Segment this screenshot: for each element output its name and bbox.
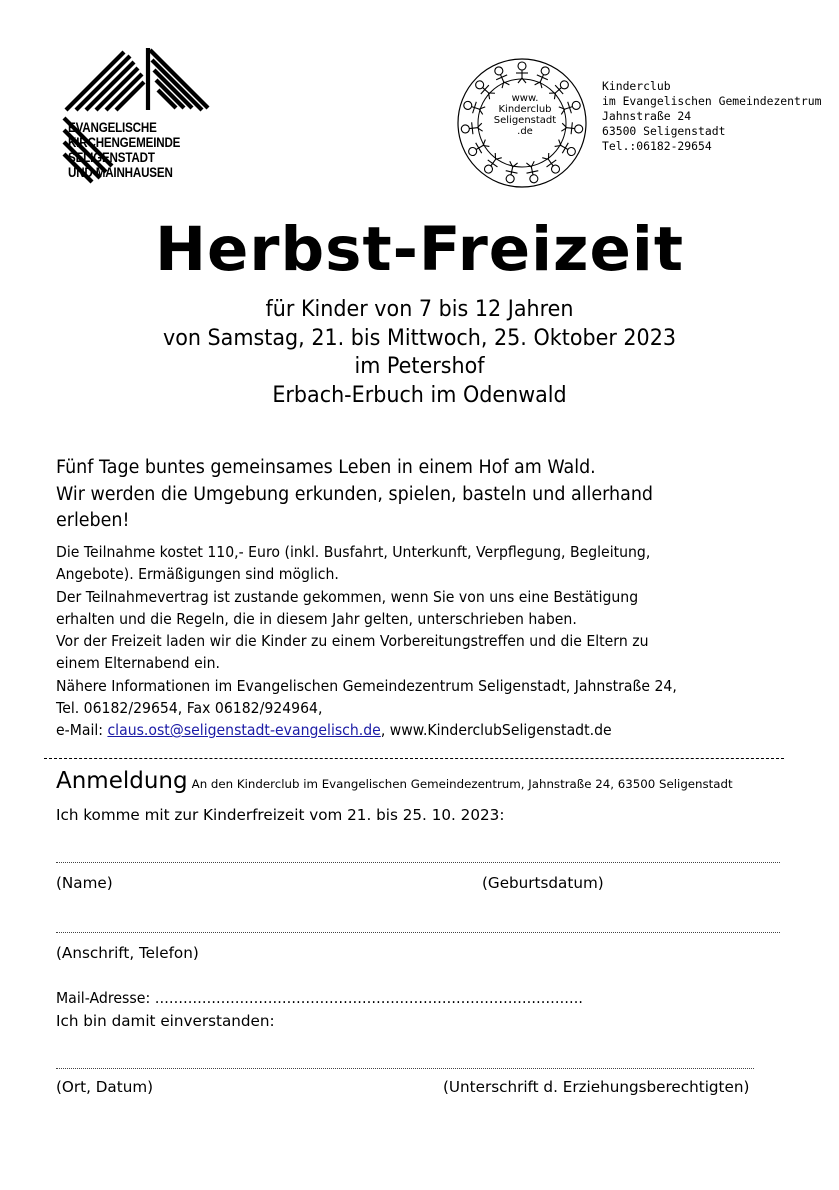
cut-line-divider [44, 758, 784, 759]
seal-text [480, 93, 570, 137]
birthdate-label: (Geburtsdatum) [482, 874, 604, 892]
church-name-line: UND MAINHAUSEN [68, 165, 173, 180]
lead-text [56, 455, 796, 535]
info-line: Angebote). Ermäßigungen sind möglich. [56, 565, 339, 584]
club-address-line: Tel.:06182-29654 [602, 139, 712, 153]
church-name-line: EVANGELISCHE [68, 120, 157, 135]
signature-label: (Unterschrift d. Erziehungsberechtigten) [443, 1078, 750, 1096]
seal-line: Kinderclub [498, 104, 552, 115]
place-date-label: (Ort, Datum) [56, 1078, 154, 1096]
registration-title: Anmeldung [56, 768, 188, 794]
name-field-line[interactable] [56, 862, 780, 863]
info-line: Nähere Informationen im Evangelischen Gemeindezentrum Seligenstadt, Jahnstraße 24, [56, 676, 677, 695]
subtitle-line: von Samstag, 21. bis Mittwoch, 25. Oktober 2023 [162, 325, 677, 351]
email-prefix: e-Mail: [56, 721, 108, 740]
info-line: einem Elternabend ein. [56, 654, 220, 673]
church-name-line: KIRCHENGEMEINDE [68, 135, 181, 150]
club-address-line: Kinderclub [602, 79, 671, 93]
address-label: (Anschrift, Telefon) [56, 944, 199, 962]
seal-line: .de [517, 126, 533, 137]
contact-line [56, 719, 759, 741]
subtitle-block [0, 296, 839, 410]
info-text [56, 541, 816, 742]
info-line: Der Teilnahmevertrag ist zustande gekommen, wenn Sie von uns eine Bestätigung [56, 587, 639, 606]
registration-heading [56, 768, 733, 794]
address-field-line[interactable] [56, 932, 780, 933]
seal-line: www. [511, 93, 539, 104]
page-title: Herbst-Freizeit [154, 214, 685, 285]
lead-line: Fünf Tage buntes gemeinsames Leben in einem Hof am Wald. [56, 457, 596, 478]
subtitle-line: Erbach-Erbuch im Odenwald [272, 382, 567, 408]
lead-line: erleben! [56, 510, 130, 531]
club-address-line: Jahnstraße 24 [602, 109, 692, 123]
seal-line: Seligenstadt [493, 115, 557, 126]
lead-line: Wir werden die Umgebung erkunden, spielen, basteln und allerhand [56, 483, 654, 505]
club-address [602, 79, 821, 154]
info-line: erhalten und die Regeln, die in diesem Jahr gelten, unterschrieben haben. [56, 609, 577, 628]
website-text: , www.KinderclubSeligenstadt.de [380, 721, 612, 740]
email-link[interactable]: claus.ost@seligenstadt-evangelisch.de [107, 721, 381, 740]
club-address-line: im Evangelischen Gemeindezentrum [602, 94, 822, 108]
registration-intro: Ich komme mit zur Kinderfreizeit vom 21. bis 25. 10. 2023: [56, 806, 505, 824]
info-line: Die Teilnahme kostet 110,- Euro (inkl. Busfahrt, Unterkunft, Verpflegung, Begleitung, [56, 543, 651, 561]
church-name-line: SELIGENSTADT [68, 150, 155, 165]
club-address-line: 63500 Seligenstadt [602, 124, 726, 138]
subtitle-line: für Kinder von 7 bis 12 Jahren [265, 297, 574, 322]
subtitle-line: im Petershof [354, 354, 485, 379]
consent-text: Ich bin damit einverstanden: [56, 1012, 275, 1030]
registration-address: An den Kinderclub im Evangelischen Gemeindezentrum, Jahnstraße 24, 63500 Seligenstadt [191, 777, 733, 791]
info-line: Tel. 06182/29654, Fax 06182/924964, [56, 699, 323, 718]
mail-address-field[interactable]: Mail-Adresse: ………………………………………………………………………………. [56, 989, 583, 1007]
name-label: (Name) [56, 874, 113, 892]
info-line: Vor der Freizeit laden wir die Kinder zu einem Vorbereitungstreffen und die Eltern zu [56, 632, 649, 651]
signature-field-line[interactable] [56, 1068, 754, 1069]
